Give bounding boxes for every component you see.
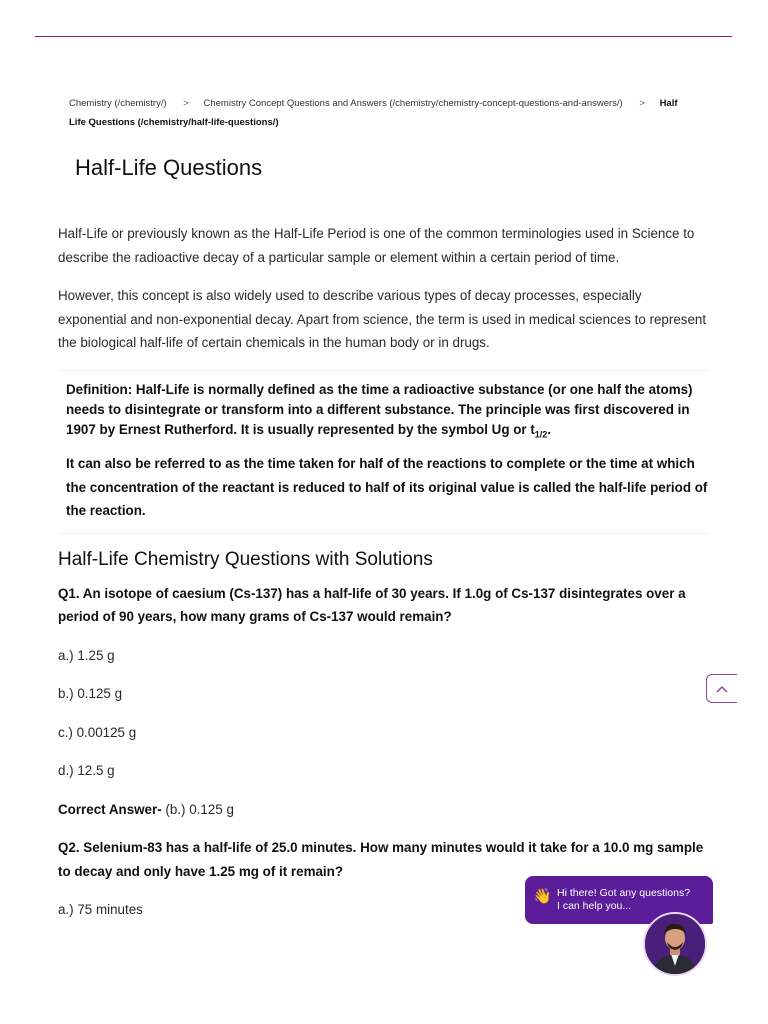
definition-text: Definition: Half-Life is normally defined as the time a radioactive substance (or one half the atoms) needs to disintegrate or transform into a different substance. The principle was first discovered in 1907 by Ernest Rutherford. It is usually represented by the symbol Ug or $t_{1/2}$. [66, 381, 693, 440]
question-2: Q2. Selenium-83 has a half-life of 25.0 minutes. How many minutes would it take for a 10.0 mg sample to decay and only have 1.25 mg of it remain? [58, 840, 704, 879]
scroll-to-top-button[interactable] [706, 674, 737, 703]
article-content [58, 222, 710, 937]
person-avatar-icon [645, 914, 705, 974]
chat-line-2: I can help you... [557, 900, 632, 912]
q1-option-c: c.) 0.00125 g [58, 724, 137, 740]
chat-avatar[interactable] [643, 912, 707, 976]
definition-subscript: 1/2 [534, 429, 548, 440]
q1-option-d: d.) 12.5 g [58, 763, 115, 779]
question-1: Q1. An isotope of caesium (Cs-137) has a half-life of 30 years. If 1.0g of Cs-137 disintegrates over a period of 90 years, how many grams of Cs-137 would remain? [58, 585, 686, 625]
breadcrumb-link-concept-questions[interactable]: Chemistry Concept Questions and Answers (/chemistry/chemistry-concept-questions-and-answers/) [203, 98, 623, 109]
chat-line-1: Hi there! Got any questions? [557, 887, 691, 899]
waving-hand-icon: 👋 [533, 888, 552, 905]
q2-option-a: a.) 75 minutes [58, 902, 143, 918]
intro-paragraph-2: However, this concept is also widely used to describe various types of decay processes, especially exponential and non-exponential decay. Apart from science, the term is used in medical sciences to represent the biological half-life of certain chemicals in the human body or in drugs. [58, 288, 707, 350]
breadcrumb [69, 94, 679, 132]
q1-option-b: b.) 0.125 g [58, 686, 123, 702]
breadcrumb-separator-icon: > [639, 98, 645, 109]
breadcrumb-current: Half Life Questions (/chemistry/half-life-questions/) [69, 98, 678, 128]
breadcrumb-link-chemistry[interactable]: Chemistry (/chemistry/) [69, 98, 167, 109]
correct-answer-label: Correct Answer- [58, 801, 162, 817]
definition-text-2: It can also be referred to as the time taken for half of the reactions to complete or the time at which the concentration of the reactant is reduced to half of its original value is called the half-life period of the reaction. [66, 456, 708, 519]
correct-answer-value: (b.) 0.125 g [161, 801, 234, 817]
chevron-up-icon [715, 684, 729, 694]
breadcrumb-separator-icon: > [183, 98, 189, 109]
q1-option-a: a.) 1.25 g [58, 647, 115, 663]
header-divider [35, 36, 732, 37]
definition-box [58, 370, 710, 534]
q1-correct-answer [58, 798, 710, 822]
section-title: Half-Life Chemistry Questions with Solutions [58, 548, 433, 570]
intro-paragraph-1: Half-Life or previously known as the Half-Life Period is one of the common terminologies used in Science to describe the radioactive decay of a particular sample or element within a certain period of time. [58, 226, 695, 265]
page-title: Half-Life Questions [75, 155, 263, 180]
